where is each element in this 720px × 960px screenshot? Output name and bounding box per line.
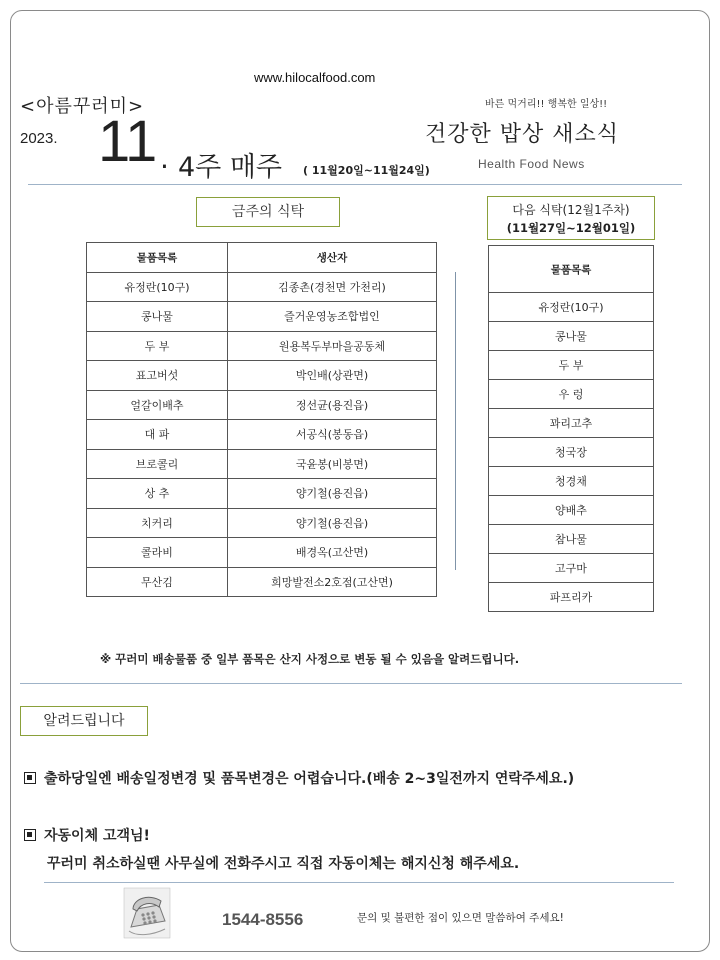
announcement-2 <box>24 825 150 845</box>
brand-name: <아름꾸러미> <box>20 96 145 117</box>
next-week-title <box>487 196 655 240</box>
table-row <box>489 467 654 496</box>
headline: 건강한 밥상 새소식 <box>425 122 620 147</box>
year: 2023. <box>20 130 58 147</box>
table-row <box>489 525 654 554</box>
announcement-1 <box>24 768 574 788</box>
table-row <box>87 479 437 509</box>
item-cell: 두 부 <box>87 331 228 361</box>
table-row <box>87 272 437 302</box>
table-row <box>489 496 654 525</box>
this-week-title: 금주의 식탁 <box>196 197 340 227</box>
producer-cell: 박인배(상관면) <box>228 361 437 391</box>
date-range: ( 11월20일~11월24일) <box>303 164 430 177</box>
item-cell: 얼갈이배추 <box>87 390 228 420</box>
item-cell: 유정란(10구) <box>87 272 228 302</box>
month-number: 11 <box>98 109 157 174</box>
table-row <box>87 538 437 568</box>
telephone-icon <box>123 887 171 939</box>
item-cell: 상 추 <box>87 479 228 509</box>
table-row <box>489 583 654 612</box>
item-cell: 콩나물 <box>489 322 654 351</box>
item-cell: 표고버섯 <box>87 361 228 391</box>
column-header-items: 물품목록 <box>87 243 228 273</box>
producer-cell: 희망발전소2호점(고산면) <box>228 567 437 597</box>
this-week-table <box>86 242 437 597</box>
table-row <box>489 293 654 322</box>
header-divider <box>28 184 682 185</box>
table-row <box>87 390 437 420</box>
table-row <box>489 322 654 351</box>
item-cell: 청경채 <box>489 467 654 496</box>
next-week-title-line2: (11월27일~12월01일) <box>506 221 636 235</box>
announcements-title: 알려드립니다 <box>20 706 148 736</box>
producer-cell: 즐거운영농조합법인 <box>228 302 437 332</box>
item-cell: 우 렁 <box>489 380 654 409</box>
producer-cell: 양기철(용진읍) <box>228 479 437 509</box>
section-divider <box>20 683 682 684</box>
announcement-2-body: 꾸러미 취소하실땐 사무실에 전화주시고 직접 자동이체는 해지신청 해주세요. <box>47 856 520 872</box>
sub-headline: Health Food News <box>478 157 585 171</box>
contact-note: 문의 및 불편한 점이 있으면 말씀하여 주세요! <box>357 912 564 924</box>
table-row <box>87 508 437 538</box>
producer-cell: 김종촌(경천면 가천리) <box>228 272 437 302</box>
table-row <box>87 420 437 450</box>
table-row <box>489 409 654 438</box>
producer-cell: 서공식(봉동읍) <box>228 420 437 450</box>
footer-divider <box>44 882 674 883</box>
item-cell: 고구마 <box>489 554 654 583</box>
producer-cell: 원용복두부마을공동체 <box>228 331 437 361</box>
slogan: 바른 먹거리!! 행복한 일상!! <box>485 99 608 110</box>
item-cell: 두 부 <box>489 351 654 380</box>
producer-cell: 양기철(용진읍) <box>228 508 437 538</box>
column-header-items: 물품목록 <box>489 246 654 293</box>
phone-number[interactable]: 1544-8556 <box>222 910 304 929</box>
website-url[interactable]: www.hilocalfood.com <box>254 70 376 85</box>
producer-cell: 국윤봉(비봉면) <box>228 449 437 479</box>
producer-cell: 정선균(용진읍) <box>228 390 437 420</box>
item-cell: 콩나물 <box>87 302 228 332</box>
item-cell: 파프리카 <box>489 583 654 612</box>
table-row <box>87 567 437 597</box>
square-bullet-icon <box>24 772 36 784</box>
next-week-table <box>488 245 654 612</box>
next-week-title-line1: 다음 식탁(12월1주차) <box>512 203 630 217</box>
producer-cell: 배경옥(고산면) <box>228 538 437 568</box>
table-row <box>489 554 654 583</box>
table-row <box>489 351 654 380</box>
item-cell: 청국장 <box>489 438 654 467</box>
table-row <box>489 380 654 409</box>
month-dot: . <box>160 142 169 175</box>
column-divider <box>455 272 456 570</box>
table-row <box>87 302 437 332</box>
week-title: 4주 매주 <box>178 152 283 183</box>
table-row <box>87 361 437 391</box>
item-cell: 치커리 <box>87 508 228 538</box>
announcement-2-title: 자동이체 고객님! <box>44 828 150 844</box>
table-row <box>87 449 437 479</box>
table-row <box>489 438 654 467</box>
item-cell: 콜라비 <box>87 538 228 568</box>
item-cell: 양배추 <box>489 496 654 525</box>
table-header-row <box>489 246 654 293</box>
announcement-1-text: 출하당일엔 배송일정변경 및 품목변경은 어렵습니다.(배송 2~3일전까지 연락주세요.) <box>44 771 575 787</box>
item-cell: 무산김 <box>87 567 228 597</box>
table-header-row <box>87 243 437 273</box>
square-bullet-icon <box>24 829 36 841</box>
item-cell: 대 파 <box>87 420 228 450</box>
item-cell: 참나물 <box>489 525 654 554</box>
item-cell: 꽈리고추 <box>489 409 654 438</box>
substitution-notice: ※ 꾸러미 배송물품 중 일부 품목은 산지 사정으로 변동 될 수 있음을 알려드립니다. <box>100 652 520 666</box>
item-cell: 유정란(10구) <box>489 293 654 322</box>
item-cell: 브로콜리 <box>87 449 228 479</box>
table-row <box>87 331 437 361</box>
column-header-producer: 생산자 <box>228 243 437 273</box>
